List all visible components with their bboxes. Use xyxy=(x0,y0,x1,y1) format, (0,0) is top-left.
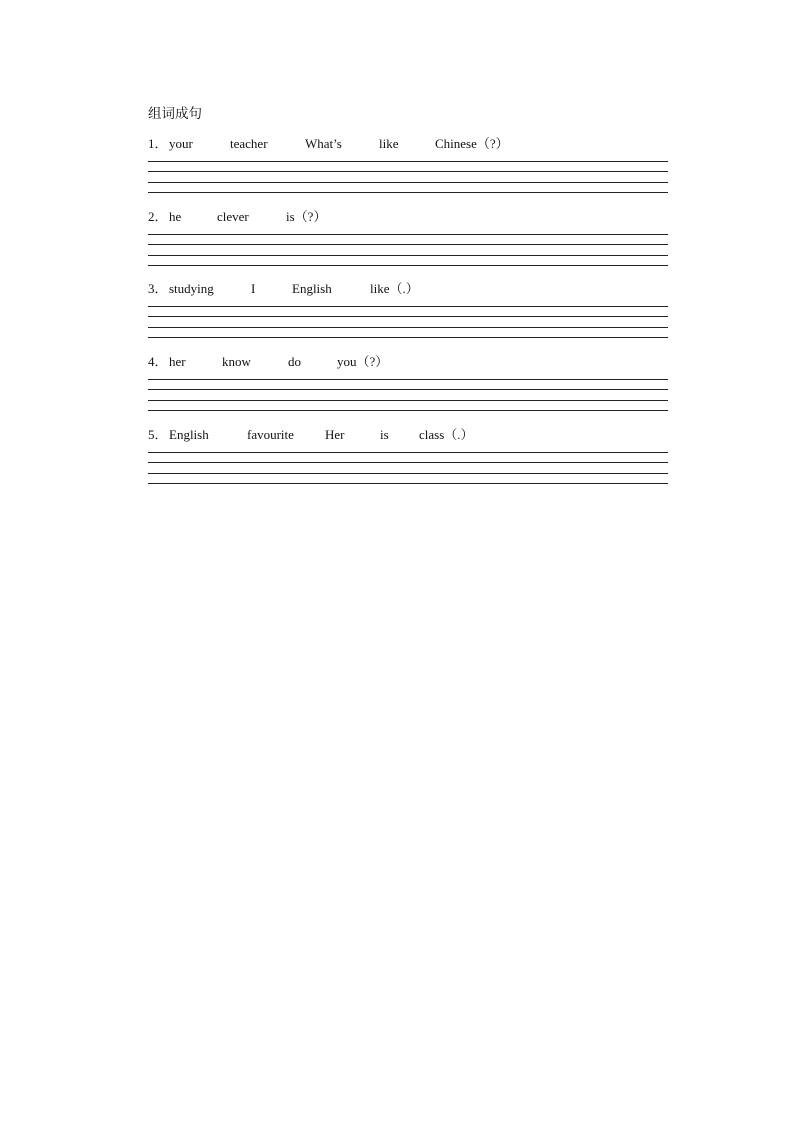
answer-line xyxy=(148,192,668,193)
word: studying xyxy=(169,281,214,296)
question-1 xyxy=(148,136,668,202)
answer-line xyxy=(148,234,668,235)
word: her xyxy=(169,354,186,369)
word: know xyxy=(222,354,251,369)
answer-lines xyxy=(148,306,668,338)
question-4-words xyxy=(148,354,668,370)
word: class（.） xyxy=(419,427,474,442)
question-2-words xyxy=(148,209,668,225)
answer-line xyxy=(148,182,668,183)
answer-line xyxy=(148,379,668,380)
question-5-words xyxy=(148,427,668,443)
word: clever xyxy=(217,209,249,224)
question-1-words xyxy=(148,136,668,152)
word: is（?） xyxy=(286,209,327,224)
answer-lines xyxy=(148,379,668,411)
word: like（.） xyxy=(370,281,419,296)
word: he xyxy=(169,209,182,224)
answer-lines xyxy=(148,452,668,484)
worksheet-title: 组词成句 xyxy=(148,106,202,122)
word: your xyxy=(169,136,193,151)
question-number: 1． xyxy=(148,136,168,151)
word: I xyxy=(251,281,256,296)
answer-line xyxy=(148,473,668,474)
answer-line xyxy=(148,483,668,484)
answer-line xyxy=(148,306,668,307)
answer-lines xyxy=(148,234,668,266)
answer-line xyxy=(148,265,668,266)
answer-line xyxy=(148,171,668,172)
answer-line xyxy=(148,327,668,328)
word: English xyxy=(292,281,332,296)
answer-line xyxy=(148,244,668,245)
question-number: 3． xyxy=(148,281,168,296)
question-3-words xyxy=(148,281,668,297)
word: English xyxy=(169,427,209,442)
answer-line xyxy=(148,400,668,401)
answer-line xyxy=(148,255,668,256)
answer-lines xyxy=(148,161,668,193)
answer-line xyxy=(148,462,668,463)
word: What’s xyxy=(305,136,342,151)
answer-line xyxy=(148,410,668,411)
word: do xyxy=(288,354,301,369)
answer-line xyxy=(148,452,668,453)
question-3 xyxy=(148,281,668,347)
word: teacher xyxy=(230,136,268,151)
question-number: 4． xyxy=(148,354,168,369)
answer-line xyxy=(148,161,668,162)
answer-line xyxy=(148,316,668,317)
word: like xyxy=(379,136,399,151)
answer-line xyxy=(148,337,668,338)
word: favourite xyxy=(247,427,294,442)
question-4 xyxy=(148,354,668,420)
answer-line xyxy=(148,389,668,390)
question-number: 2． xyxy=(148,209,168,224)
word: you（?） xyxy=(337,354,389,369)
word: Her xyxy=(325,427,345,442)
question-number: 5． xyxy=(148,427,168,442)
question-5 xyxy=(148,427,668,493)
word: is xyxy=(380,427,389,442)
question-2 xyxy=(148,209,668,275)
word: Chinese（?） xyxy=(435,136,509,151)
